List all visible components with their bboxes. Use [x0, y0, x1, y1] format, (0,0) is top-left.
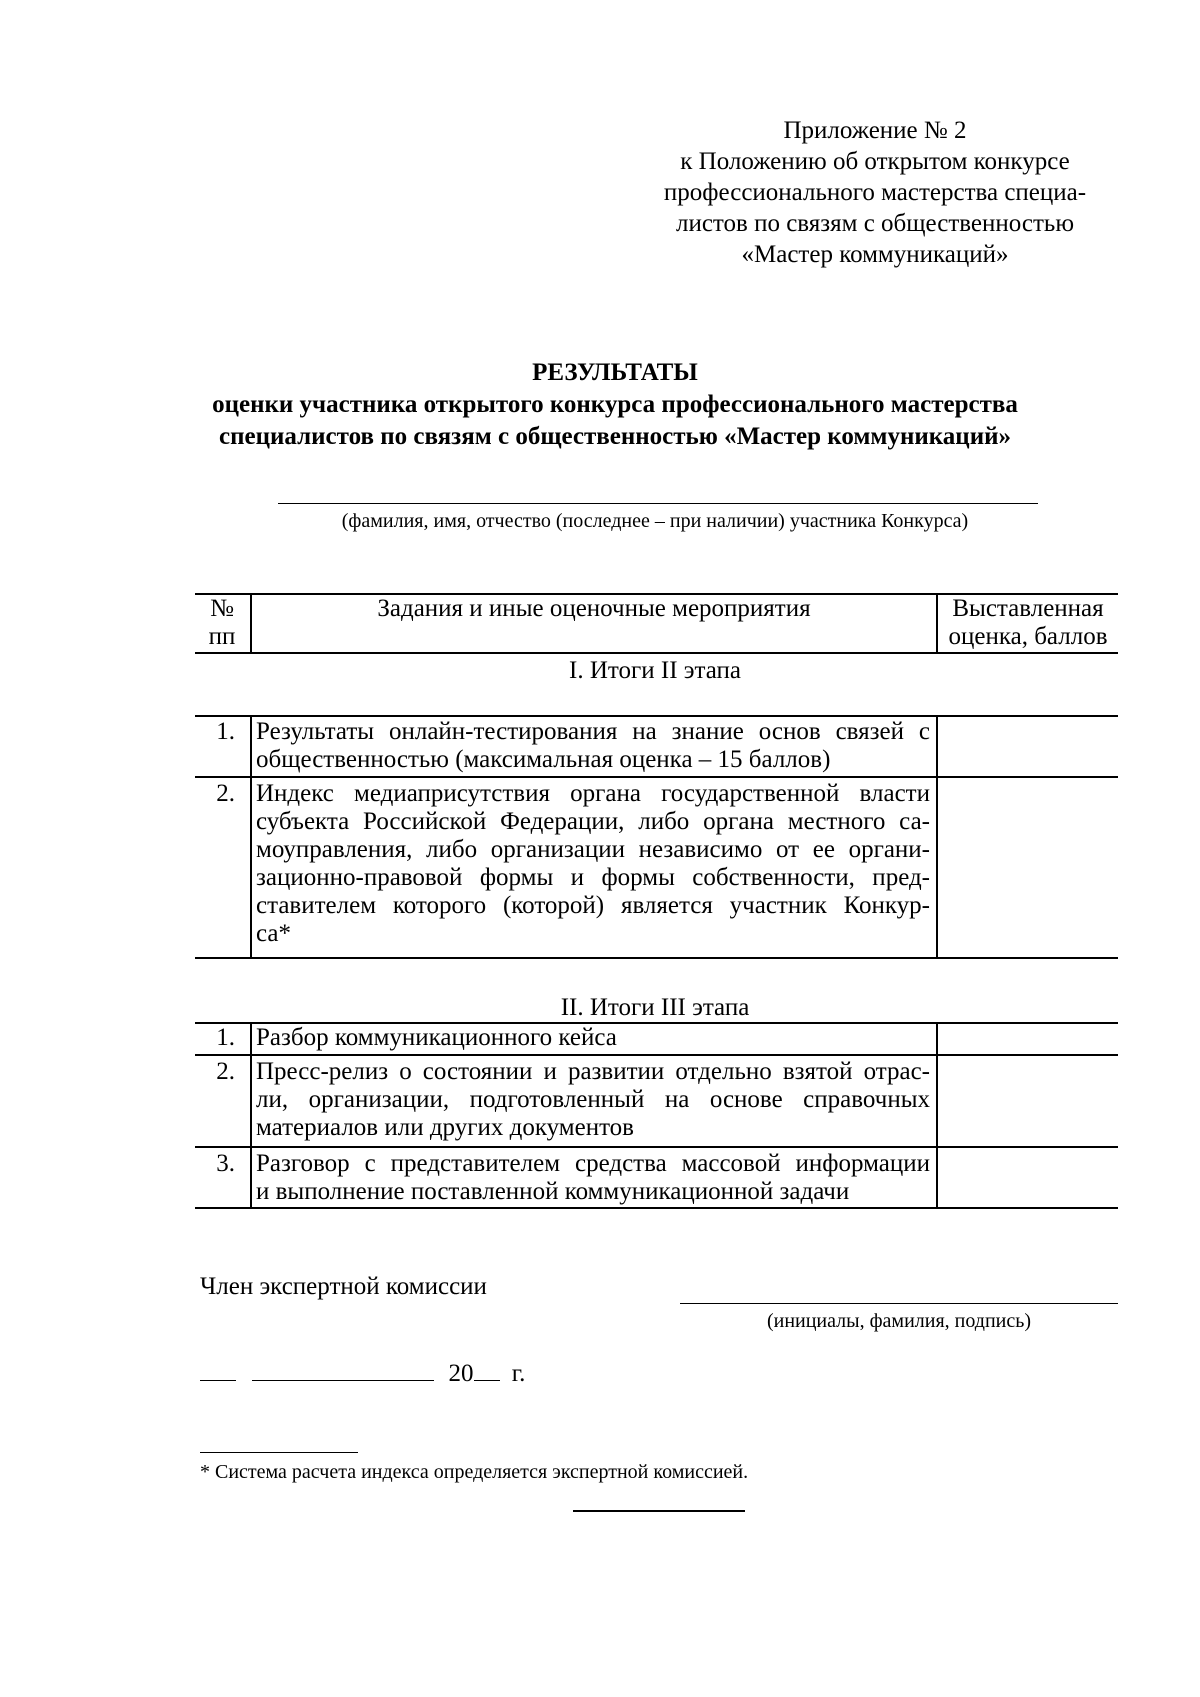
- footnote-text: * Система расчета индекса определяется экспертной комиссией.: [200, 1461, 749, 1483]
- table-rule: [195, 715, 1118, 717]
- end-rule: [573, 1510, 745, 1512]
- signature-label: Член экспертной комиссии: [200, 1273, 487, 1300]
- table-column-divider: [936, 776, 938, 958]
- title-subtitle-line: оценки участника открытого конкурса профессионального мастерства: [212, 391, 1018, 418]
- table-rule: [195, 957, 1118, 959]
- table-rule: [195, 776, 1118, 778]
- row-number: 1.: [216, 718, 235, 745]
- row-number: 2.: [216, 1058, 235, 1085]
- signature-line: [680, 1303, 1118, 1304]
- table-row-task: Пресс-релиз о состоянии и развитии отдельно взятой отрас- ли, организации, подготовленный на основе справочных материалов или других документов: [256, 1058, 930, 1141]
- appendix-line: к Положению об открытом конкурсе: [680, 148, 1070, 175]
- year-blank: [474, 1358, 500, 1381]
- row-number: 1.: [216, 1024, 235, 1051]
- year-prefix: 20: [448, 1360, 474, 1387]
- table-column-divider: [250, 1054, 252, 1147]
- section-title: II. Итоги III этапа: [560, 994, 750, 1021]
- signature-caption: (инициалы, фамилия, подпись): [766, 1310, 1032, 1332]
- participant-name-line: [278, 503, 1038, 504]
- appendix-line: профессионального мастерства специа-: [663, 179, 1087, 206]
- table-row-task: Разбор коммуникационного кейса: [256, 1024, 617, 1051]
- header-task: Задания и иные оценочные мероприятия: [377, 595, 811, 622]
- row-number: 3.: [216, 1150, 235, 1177]
- table-column-divider: [936, 715, 938, 777]
- table-rule: [195, 1054, 1118, 1056]
- table-row-task: Индекс медиаприсутствия органа государственной власти субъекта Российской Федерации, либо органа местного са- моуправления, либо организации независимо от ее органи- зационно-правовой формы и формы собственности, пред- ставителем которого (которой) является участник Конкур- са*: [256, 780, 930, 947]
- table-rule: [195, 1146, 1118, 1148]
- table-column-divider: [250, 715, 252, 777]
- footnote-rule: [200, 1452, 358, 1453]
- table-column-divider: [250, 1022, 252, 1055]
- row-number: 2.: [216, 780, 235, 807]
- table-rule: [195, 652, 1118, 654]
- table-rule: [195, 1207, 1118, 1209]
- month-blank: [252, 1358, 434, 1381]
- section-title: I. Итоги II этапа: [569, 657, 741, 684]
- title-heading: РЕЗУЛЬТАТЫ: [532, 359, 698, 386]
- table-row-task: Разговор с представителем средства массовой информации и выполнение поставленной коммуникационной задачи: [256, 1150, 930, 1205]
- table-column-divider: [250, 1146, 252, 1208]
- day-blank: [200, 1358, 236, 1381]
- header-score: Выставленная оценка, баллов: [948, 595, 1108, 650]
- appendix-header: [645, 115, 1105, 270]
- table-column-divider: [936, 1054, 938, 1147]
- participant-name-caption: (фамилия, имя, отчество (последнее – при наличии) участника Конкурса): [341, 510, 969, 532]
- table-column-divider: [250, 776, 252, 958]
- year-suffix: г.: [511, 1360, 526, 1387]
- appendix-line: «Мастер коммуникаций»: [741, 241, 1009, 268]
- appendix-line: листов по связям с общественностью: [675, 210, 1075, 237]
- table-column-divider: [936, 1022, 938, 1055]
- appendix-line: Приложение № 2: [783, 117, 967, 144]
- document-title: [180, 357, 1050, 453]
- header-number: № пп: [208, 595, 236, 650]
- date-row: [200, 1358, 525, 1389]
- table-row-task: Результаты онлайн-тестирования на знание основ связей с общественностью (максимальная оценка – 15 баллов): [256, 718, 930, 773]
- table-column-divider: [936, 1146, 938, 1208]
- title-subtitle-line: специалистов по связям с общественностью «Мастер коммуникаций»: [218, 423, 1012, 450]
